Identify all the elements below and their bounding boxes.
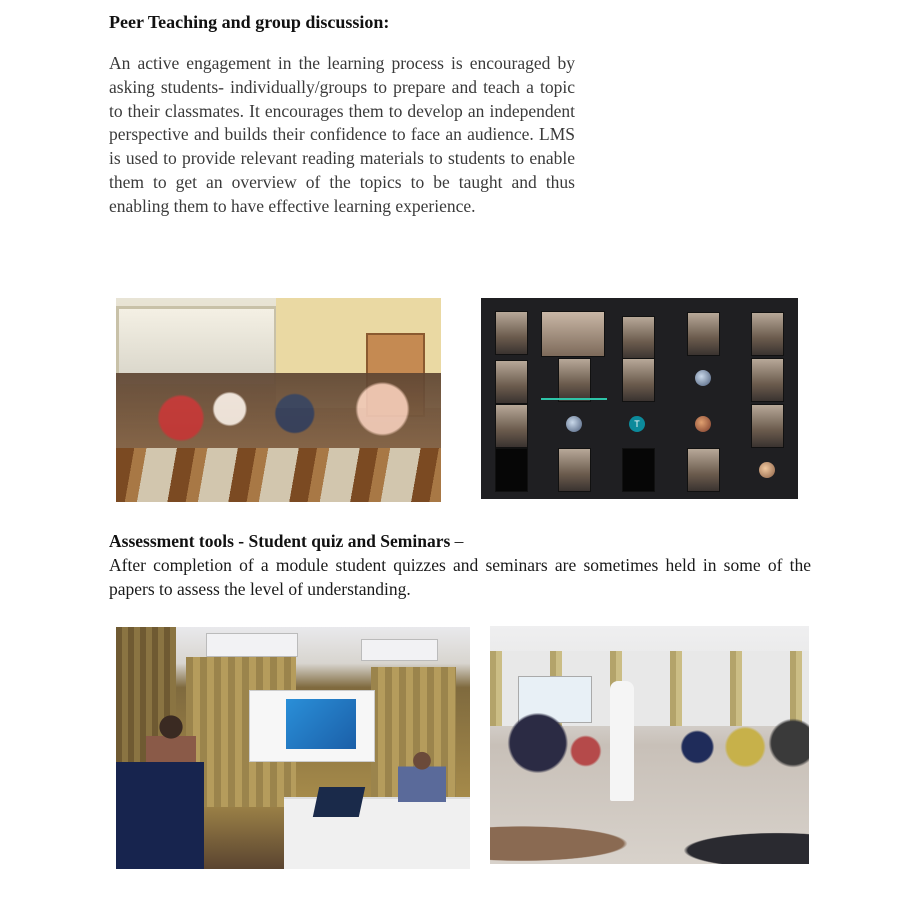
foreground-students (490, 796, 809, 864)
participant-tile (495, 404, 528, 448)
participant-tile (622, 358, 655, 402)
peer-teaching-paragraph: An active engagement in the learning process is encouraged by asking students- individually/groups to prepare and teach a topic to their classmates. It encourages them to develop an independent perspective and builds their confidence to face an audience. LMS is used to provide relevant reading materials to students to enable them to get an overview of the topics to be taught and thus enabling them to have effective learning experience. (109, 53, 575, 216)
participant-tile (622, 316, 655, 360)
student-seminar-photo (116, 627, 470, 869)
group-discussion-circle-photo (490, 626, 809, 864)
assessment-heading-dash: – (450, 531, 464, 551)
seated-students (490, 711, 809, 791)
air-conditioner (206, 633, 298, 657)
participant-tile (687, 312, 720, 356)
air-conditioner (361, 639, 438, 661)
participant-avatar (695, 370, 711, 386)
projector-table (284, 797, 470, 869)
classroom-desks (116, 448, 441, 502)
classroom-peer-teaching-photo (116, 298, 441, 502)
lab-coat-presenter (610, 681, 634, 801)
section-heading-peer-teaching: Peer Teaching and group discussion: (109, 12, 390, 32)
online-meeting-screenshot (481, 298, 798, 499)
participant-tile (687, 448, 720, 492)
participant-tile-camera-off (622, 448, 655, 492)
assessment-paragraph: After completion of a module student quizzes and seminars are sometimes held in some of the papers to assess the level of understanding. (109, 555, 811, 599)
participant-avatar-letter: T (629, 416, 645, 432)
participant-avatar (566, 416, 582, 432)
projected-slide (286, 699, 356, 749)
participant-avatar (759, 462, 775, 478)
participant-tile (751, 358, 784, 402)
active-speaker-indicator (541, 398, 607, 400)
participant-tile (751, 312, 784, 356)
participant-tile (541, 311, 605, 357)
podium (116, 762, 204, 869)
participant-tile (495, 311, 528, 355)
laptop (313, 787, 365, 817)
participant-tile (558, 448, 591, 492)
participant-tile-camera-off (495, 448, 528, 492)
assessment-heading-bold: Assessment tools - Student quiz and Seminars (109, 531, 451, 551)
participant-avatar (695, 416, 711, 432)
participant-tile (751, 404, 784, 448)
seated-faculty (398, 747, 446, 802)
participant-tile-speaking (558, 358, 591, 402)
section-heading-assessment (109, 531, 463, 552)
participant-tile (495, 360, 528, 404)
